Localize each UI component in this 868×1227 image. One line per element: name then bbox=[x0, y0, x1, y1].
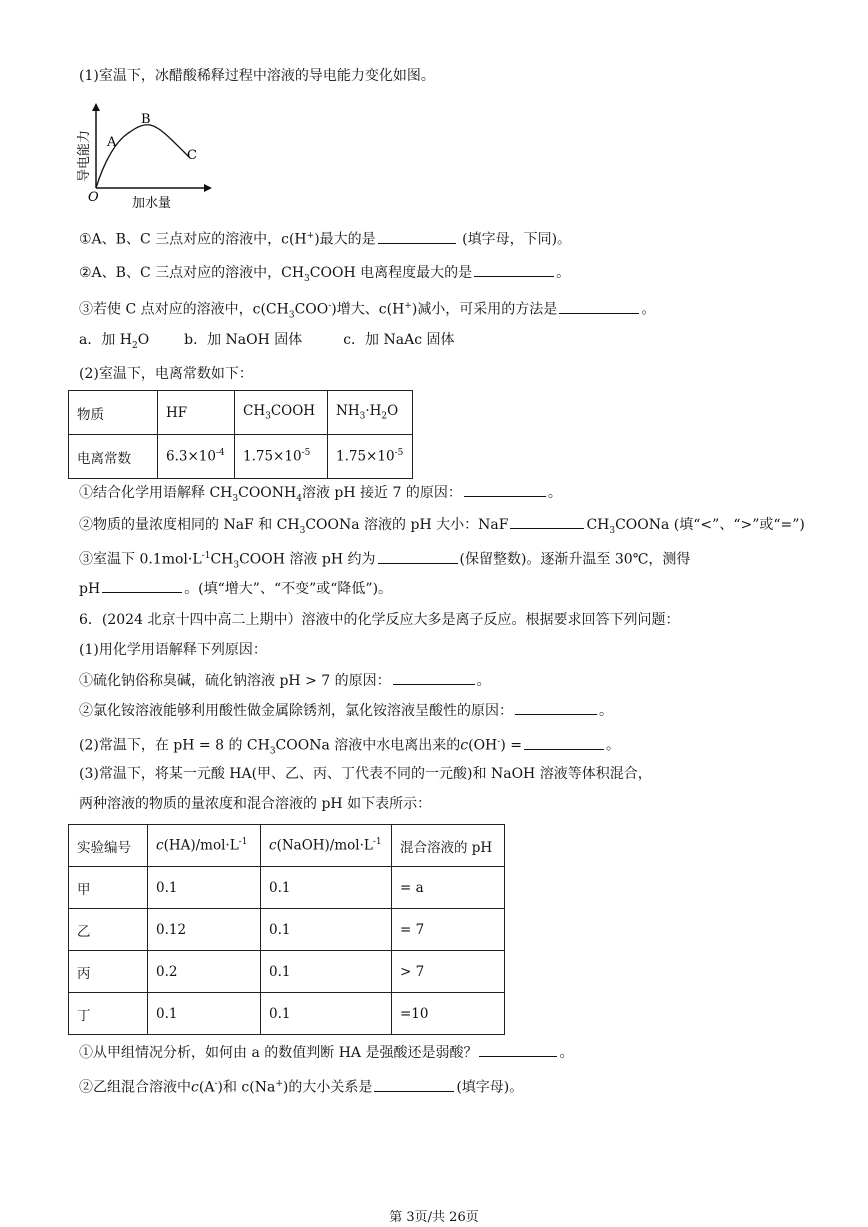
table-row bbox=[69, 909, 505, 951]
table-cell: 丁 bbox=[69, 993, 148, 1035]
table-cell: 0.2 bbox=[148, 951, 261, 993]
table-cell: = a bbox=[392, 867, 505, 909]
table-cell: = 7 bbox=[392, 909, 505, 951]
q5-options bbox=[79, 330, 455, 356]
table-row bbox=[69, 867, 505, 909]
answer-blank[interactable] bbox=[378, 229, 456, 244]
table-cell: $1.75\times 10^{-5}$ bbox=[235, 435, 328, 479]
table-cell: =10 bbox=[392, 993, 505, 1035]
table-cell: > 7 bbox=[392, 951, 505, 993]
table-cell: 0.1 bbox=[148, 993, 261, 1035]
table-cell: 物质 bbox=[69, 391, 158, 435]
table-cell: 电离常数 bbox=[69, 435, 158, 479]
q6-part3-line2: 两种溶液的物质的量浓度和混合溶液的 pH 如下表所示： bbox=[79, 796, 432, 812]
graph-point-c: C bbox=[187, 148, 197, 163]
table-header-cell: 混合溶液的 pH bbox=[392, 825, 505, 867]
q6-question-1-2: ②氯化铵溶液能够利用酸性做金属除锈剂，氯化铵溶液呈酸性的原因： 。 bbox=[79, 700, 613, 721]
graph-ylabel: 导电能力 bbox=[77, 129, 92, 182]
answer-blank[interactable] bbox=[515, 700, 597, 715]
q5-question-2-1: ①结合化学用语解释 $CH_3COONH_4$溶液 pH 接近 7 的原因： 。 bbox=[79, 482, 562, 509]
table-cell: $1.75\times 10^{-5}$ bbox=[328, 435, 413, 479]
option-a: a．加 $H_2O$ bbox=[79, 332, 150, 351]
answer-blank[interactable] bbox=[474, 262, 554, 277]
q6-part3-line1: (3)常温下，将某一元酸 HA(甲、乙、丙、丁代表不同的一元酸)和 NaOH 溶液等体积混合， bbox=[79, 766, 652, 782]
graph-point-b: B bbox=[141, 112, 151, 127]
table-cell: 0.1 bbox=[261, 951, 392, 993]
table-cell: 0.1 bbox=[261, 867, 392, 909]
table-cell: 丙 bbox=[69, 951, 148, 993]
table-row bbox=[69, 951, 505, 993]
answer-blank[interactable] bbox=[374, 1077, 454, 1092]
table-header-row bbox=[69, 825, 505, 867]
conductivity-graph bbox=[74, 100, 224, 212]
answer-blank[interactable] bbox=[524, 735, 604, 750]
graph-origin: O bbox=[88, 190, 99, 205]
graph-point-a: A bbox=[107, 135, 117, 150]
q6-part1: (1)用化学用语解释下列原因： bbox=[79, 642, 267, 658]
q6-question-1-1: ①硫化钠俗称臭碱，硫化钠溶液 pH > 7 的原因： 。 bbox=[79, 670, 491, 691]
table-row bbox=[69, 435, 413, 479]
answer-blank[interactable] bbox=[510, 514, 584, 529]
q5-question-1: ①A、B、C 三点对应的溶液中，c(H+)最大的是 (填字母，下同)。 bbox=[79, 226, 571, 250]
q5-question-2-3: ③室温下 $0.1mol\cdot L^{-1}CH_3COOH$ 溶液 pH 约为 (保留整数)。逐渐升温至 30℃，测得 bbox=[79, 546, 690, 575]
option-b: b．加 NaOH 固体 bbox=[184, 332, 303, 348]
ionization-constant-table bbox=[68, 390, 413, 479]
table-row bbox=[69, 391, 413, 435]
experiment-table bbox=[68, 824, 505, 1035]
answer-blank[interactable] bbox=[102, 578, 182, 593]
q6-question-3-1: ①从甲组情况分析，如何由 a 的数值判断 HA 是强酸还是弱酸？ 。 bbox=[79, 1042, 573, 1063]
answer-blank[interactable] bbox=[559, 299, 639, 314]
table-cell: $NH_3\cdot H_2O$ bbox=[328, 391, 413, 435]
q5-question-2: ②A、B、C 三点对应的溶液中，$CH_3COOH$ 电离程度最大的是 。 bbox=[79, 262, 570, 289]
table-row bbox=[69, 993, 505, 1035]
q6-question-3-2: ②乙组混合溶液中c(A-)和 c(Na+)的大小关系是 (填字母)。 bbox=[79, 1074, 523, 1098]
q5-question-2-3b: pH 。(填“增大”、“不变”或“降低”)。 bbox=[79, 578, 392, 599]
q5-part1-intro: (1)室温下，冰醋酸稀释过程中溶液的导电能力变化如图。 bbox=[79, 68, 435, 84]
table-cell: 0.1 bbox=[148, 867, 261, 909]
q5-question-2-2: ②物质的量浓度相同的 NaF 和 $CH_3COONa$ 溶液的 pH 大小：NaF $CH_3COONa$ (填“<”、“>”或“=”) bbox=[79, 514, 805, 541]
table-header-cell: $c(NaOH)/mol\cdot L^{-1}$ bbox=[261, 825, 392, 867]
table-cell: HF bbox=[158, 391, 235, 435]
table-cell: 0.1 bbox=[261, 993, 392, 1035]
table-header-cell: $c(HA)/mol\cdot L^{-1}$ bbox=[148, 825, 261, 867]
table-cell: 0.12 bbox=[148, 909, 261, 951]
q6-part2: (2)常温下，在 pH = 8 的 $CH_3COONa$ 溶液中水电离出来的c(OH-) = 。 bbox=[79, 732, 620, 761]
page-footer: 第 3页/共 26页 bbox=[389, 1210, 479, 1225]
q5-question-3: ③若使 C 点对应的溶液中，$c(CH_3COO^-)$增大、c(H+)减小，可采用的方法是 。 bbox=[79, 296, 655, 325]
table-cell: 0.1 bbox=[261, 909, 392, 951]
table-cell: $CH_3COOH$ bbox=[235, 391, 328, 435]
table-header-cell: 实验编号 bbox=[69, 825, 148, 867]
q5-part2-intro: (2)室温下，电离常数如下： bbox=[79, 366, 253, 382]
table-cell: $6.3\times 10^{-4}$ bbox=[158, 435, 235, 479]
answer-blank[interactable] bbox=[479, 1042, 557, 1057]
graph-xlabel: 加水量 bbox=[132, 196, 172, 211]
option-c: c．加 NaAc 固体 bbox=[343, 332, 455, 348]
answer-blank[interactable] bbox=[464, 482, 546, 497]
answer-blank[interactable] bbox=[378, 549, 458, 564]
table-cell: 甲 bbox=[69, 867, 148, 909]
answer-blank[interactable] bbox=[393, 670, 475, 685]
table-cell: 乙 bbox=[69, 909, 148, 951]
q6-intro: 6．(2024 北京十四中高二上期中）溶液中的化学反应大多是离子反应。根据要求回答下列问题： bbox=[79, 612, 680, 628]
